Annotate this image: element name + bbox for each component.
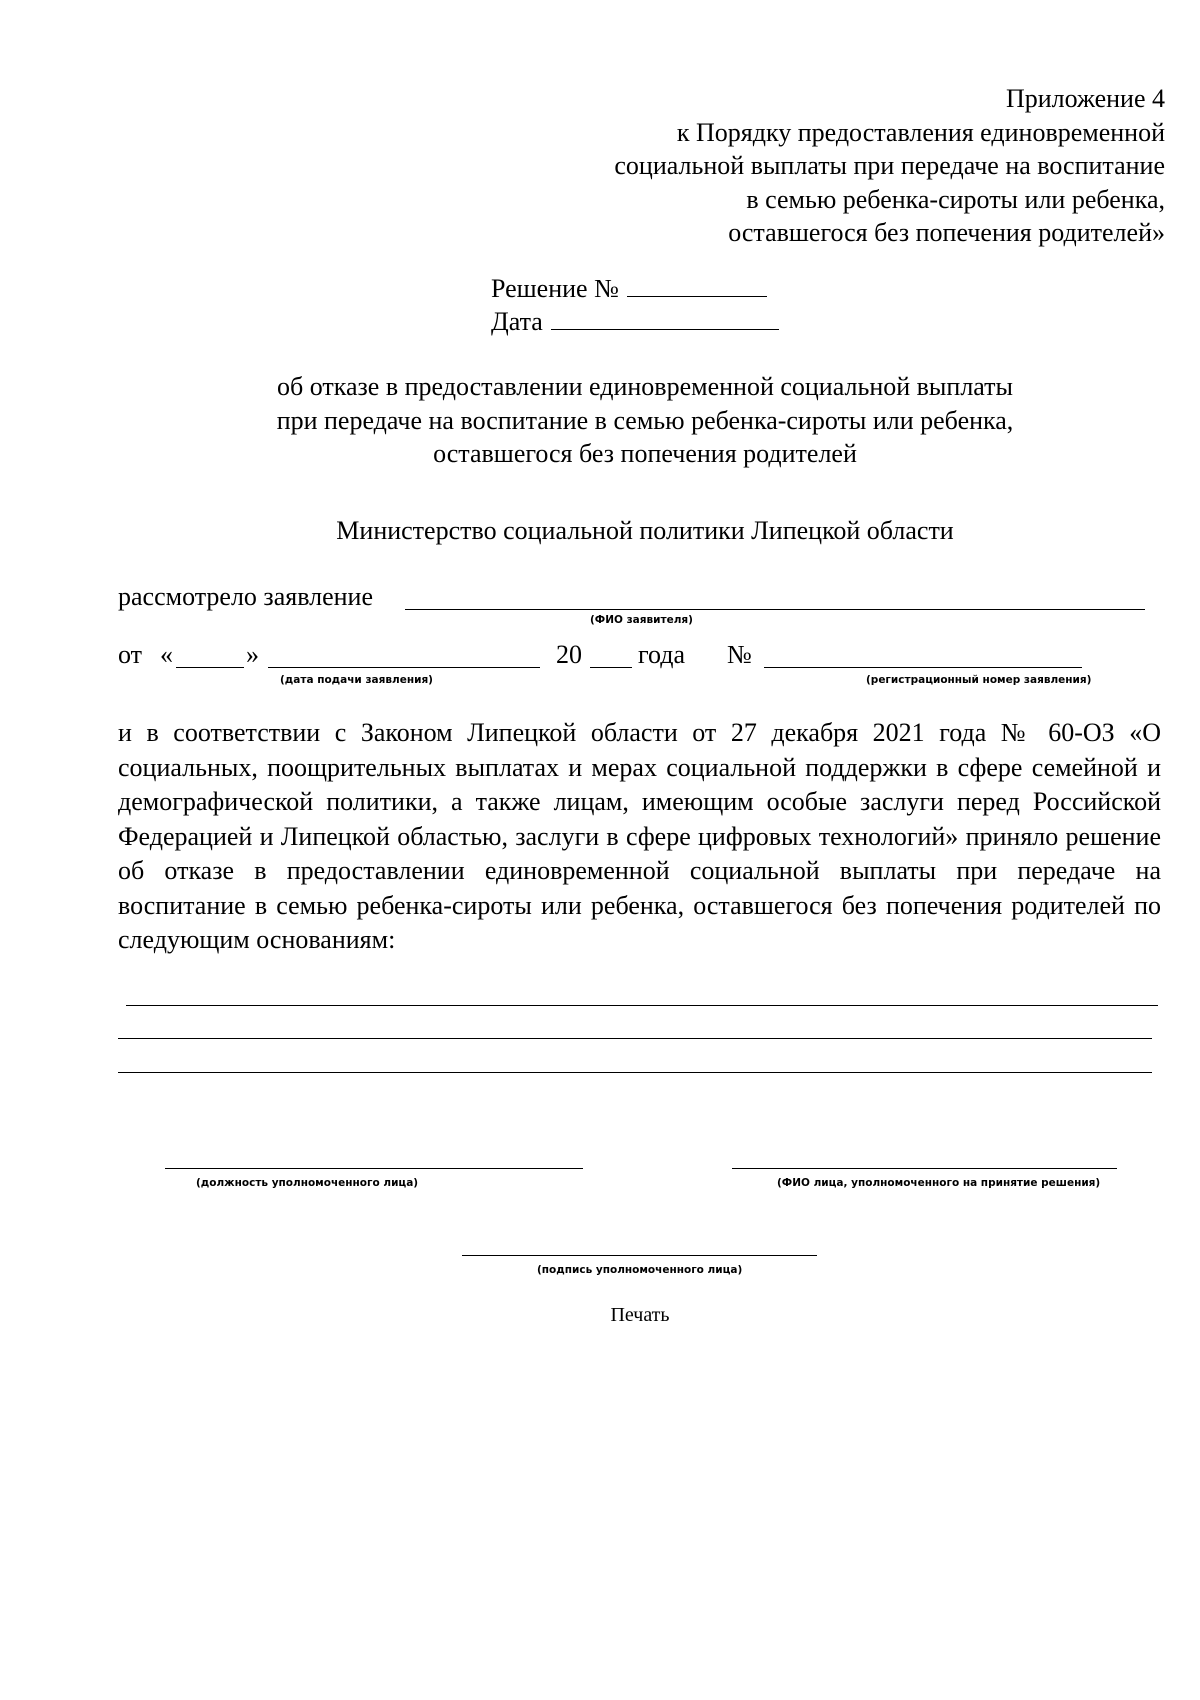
appendix-line: социальной выплаты при передаче на воспитание: [614, 151, 1165, 180]
number-sign: №: [727, 640, 752, 669]
appendix-line: оставшегося без попечения родителей»: [728, 218, 1165, 247]
quote-open: «: [160, 640, 173, 669]
signature-line[interactable]: [462, 1255, 817, 1256]
appendix-line: Приложение 4: [1005, 84, 1165, 113]
applicant-caption: (ФИО заявителя): [590, 614, 693, 626]
reason-line-2[interactable]: [118, 1038, 1152, 1039]
fio-caption: (ФИО лица, уполномоченного на принятие решения): [777, 1177, 1101, 1189]
day-field[interactable]: [176, 644, 244, 668]
position-signature-line[interactable]: [165, 1168, 583, 1169]
decision-number-field[interactable]: [627, 274, 767, 297]
appendix-line: в семью ребенка-сироты или ребенка,: [746, 184, 1165, 214]
reason-line-3[interactable]: [118, 1072, 1152, 1073]
appendix-line: к Порядку предоставления единовременной: [676, 117, 1165, 147]
reason-line-1[interactable]: [126, 1005, 1158, 1006]
subject-line: об отказе в предоставлении единовременной социальной выплаты: [277, 372, 1013, 401]
considered-label: рассмотрело заявление: [118, 582, 374, 611]
signature-caption: (подпись уполномоченного лица): [537, 1264, 743, 1276]
year-prefix: 20: [556, 640, 582, 669]
submission-date-caption: (дата подачи заявления): [280, 674, 433, 686]
applicant-name-field[interactable]: [405, 584, 1145, 610]
year-suffix: года: [638, 640, 686, 669]
position-caption: (должность уполномоченного лица): [196, 1177, 419, 1189]
from-label: от: [118, 640, 143, 669]
decision-date-field[interactable]: [551, 307, 779, 330]
quote-close: »: [246, 640, 259, 669]
decision-block: [491, 272, 779, 338]
appendix-header: [614, 82, 1165, 250]
stamp-label: Печать: [610, 1304, 670, 1326]
ministry-name: Министерство социальной политики Липецкой области: [336, 516, 954, 545]
subject-line: при передаче на воспитание в семью ребенка-сироты или ребенка,: [276, 405, 1014, 435]
decision-number-label: Решение №: [491, 274, 619, 303]
subject-line: оставшегося без попечения родителей: [433, 439, 857, 468]
decision-date-label: Дата: [491, 307, 543, 336]
decision-body: и в соответствии с Законом Липецкой области от 27 декабря 2021 года № 60-ОЗ «О социальных, поощрительных выплатах и мерах социальной поддержки в сфере семейной и демографической политики, а также лицам, имеющим особые заслуги перед Российской Федерацией и Липецкой областью, заслуги в сфере цифровых технологий» приняло решение об отказе в предоставлении единовременной социальной выплаты при передаче на воспитание в семью ребенка-сироты или ребенка, оставшегося без попечения родителей по следующим основаниям:: [118, 718, 1161, 954]
registration-number-field[interactable]: [764, 644, 1082, 668]
registration-number-caption: (регистрационный номер заявления): [866, 674, 1092, 686]
fio-signature-line[interactable]: [732, 1168, 1117, 1169]
submission-date-field[interactable]: [268, 644, 540, 668]
year-field[interactable]: [590, 644, 632, 668]
decision-subject: [130, 370, 1160, 471]
